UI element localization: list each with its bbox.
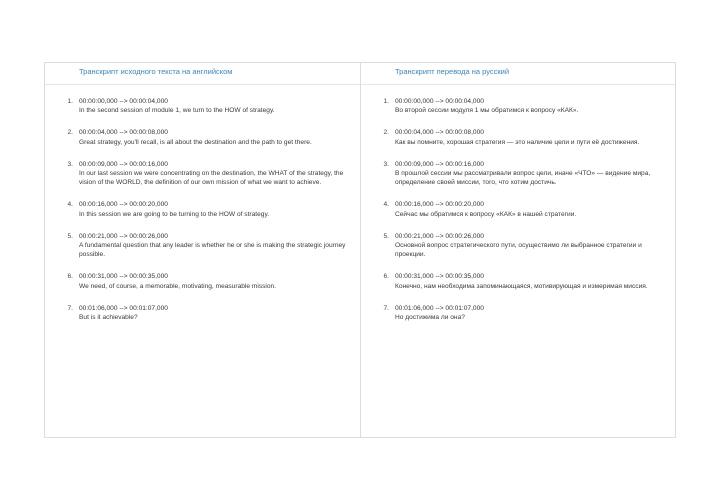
- entry-text: In our last session we were concentrating on the destination, the WHAT of the strategy, the vision of the WORLD, the definition of our own mission of what we want to achieve.: [79, 170, 344, 187]
- entry-number: 2.: [383, 129, 389, 137]
- entry-number: 3.: [67, 160, 73, 168]
- entry-body: [395, 232, 669, 260]
- transcript-table: [44, 62, 676, 438]
- entry-body: [79, 97, 354, 115]
- entry-timestamp: 00:00:21,000 --> 00:00:26,000: [79, 232, 168, 240]
- transcript-entry: [367, 232, 669, 260]
- entry-body: [79, 200, 354, 218]
- transcript-entry: [367, 97, 669, 115]
- header-divider: [361, 84, 675, 85]
- entry-timestamp: 00:00:09,000 --> 00:00:16,000: [79, 160, 168, 168]
- entry-timestamp: 00:00:16,000 --> 00:00:20,000: [79, 201, 168, 209]
- source-entries-list: [51, 97, 354, 322]
- transcript-entry: [51, 200, 354, 218]
- transcript-entry: [51, 232, 354, 260]
- entry-text: In the second session of module 1, we turn to the HOW of strategy.: [79, 107, 275, 115]
- entry-number: 6.: [383, 273, 389, 281]
- transcript-entry: [367, 160, 669, 188]
- entry-timestamp: 00:00:31,000 --> 00:00:35,000: [79, 273, 168, 281]
- entry-timestamp: 00:00:31,000 --> 00:00:35,000: [395, 273, 484, 281]
- entry-number: 4.: [383, 201, 389, 209]
- entry-body: [79, 304, 354, 322]
- entry-text: Но достижима ли она?: [395, 314, 465, 322]
- translation-column-header: Транскрипт перевода на русский: [395, 67, 510, 76]
- entry-text: A fundamental question that any leader is whether he or she is making the strategic journey possible.: [79, 242, 346, 259]
- entry-text: Основной вопрос стратегического пути, осуществимо ли выбранное стратегии и проекции.: [395, 242, 642, 259]
- header-divider: [45, 84, 360, 85]
- entry-number: 7.: [67, 304, 73, 312]
- transcript-entry: [51, 272, 354, 290]
- entry-timestamp: 00:00:04,000 --> 00:00:08,000: [395, 129, 484, 137]
- entry-number: 5.: [67, 232, 73, 240]
- transcript-entry: [51, 97, 354, 115]
- entry-body: [79, 272, 354, 290]
- entry-timestamp: 00:01:06,000 --> 00:01:07,000: [395, 304, 484, 312]
- entry-number: 4.: [67, 201, 73, 209]
- entry-number: 1.: [383, 98, 389, 105]
- entry-number: 5.: [383, 232, 389, 240]
- entry-number: 1.: [67, 98, 73, 105]
- entry-timestamp: 00:00:09,000 --> 00:00:16,000: [395, 160, 484, 168]
- entry-body: [395, 160, 669, 188]
- translation-entries-list: [367, 97, 669, 322]
- transcript-entry: [367, 128, 669, 146]
- entry-text: In this session we are going to be turning to the HOW of strategy.: [79, 210, 270, 218]
- transcript-entry: [367, 272, 669, 290]
- entry-text: Во второй сессии модуля 1 мы обратимся к вопросу «КАК».: [395, 107, 579, 115]
- entry-body: [79, 160, 354, 188]
- transcript-entry: [51, 304, 354, 322]
- entry-body: [395, 97, 669, 115]
- transcript-entry: [367, 304, 669, 322]
- entry-text: But is it achievable?: [79, 314, 138, 322]
- entry-body: [79, 128, 354, 146]
- entry-timestamp: 00:00:00,000 --> 00:00:04,000: [395, 98, 484, 105]
- entry-number: 6.: [67, 273, 73, 281]
- entry-number: 2.: [67, 129, 73, 137]
- entry-text: We need, of course, a memorable, motivating, measurable mission.: [79, 282, 277, 290]
- transcript-entry: [51, 160, 354, 188]
- entry-text: Сейчас мы обратимся к вопросу «КАК» в нашей стратегии.: [395, 210, 577, 218]
- entry-timestamp: 00:01:06,000 --> 00:01:07,000: [79, 304, 168, 312]
- entry-text: Great strategy, you'll recall, is all about the destination and the path to get there.: [79, 138, 312, 146]
- entry-timestamp: 00:00:00,000 --> 00:00:04,000: [79, 98, 168, 105]
- entry-number: 7.: [383, 304, 389, 312]
- entry-text: Как вы помните, хорошая стратегия — это наличие цели и пути её достижения.: [395, 138, 640, 146]
- source-transcript-column: [45, 63, 360, 437]
- translation-transcript-column: [360, 63, 675, 437]
- entry-text: Конечно, нам необходима запоминающаяся, мотивирующая и измеримая миссия.: [395, 282, 648, 290]
- entry-body: [395, 200, 669, 218]
- entry-body: [79, 232, 354, 260]
- entry-text: В прошлой сессии мы рассматривали вопрос цели, иначе «ЧТО» — видение мира, определение своей миссии, того, что хотим достичь.: [395, 170, 651, 187]
- entry-timestamp: 00:00:04,000 --> 00:00:08,000: [79, 129, 168, 137]
- entry-body: [395, 128, 669, 146]
- transcript-entry: [51, 128, 354, 146]
- entry-number: 3.: [383, 160, 389, 168]
- source-column-header: Транскрипт исходного текста на английском: [79, 67, 233, 76]
- entry-timestamp: 00:00:16,000 --> 00:00:20,000: [395, 201, 484, 209]
- entry-timestamp: 00:00:21,000 --> 00:00:26,000: [395, 232, 484, 240]
- transcript-entry: [367, 200, 669, 218]
- entry-body: [395, 272, 669, 290]
- entry-body: [395, 304, 669, 322]
